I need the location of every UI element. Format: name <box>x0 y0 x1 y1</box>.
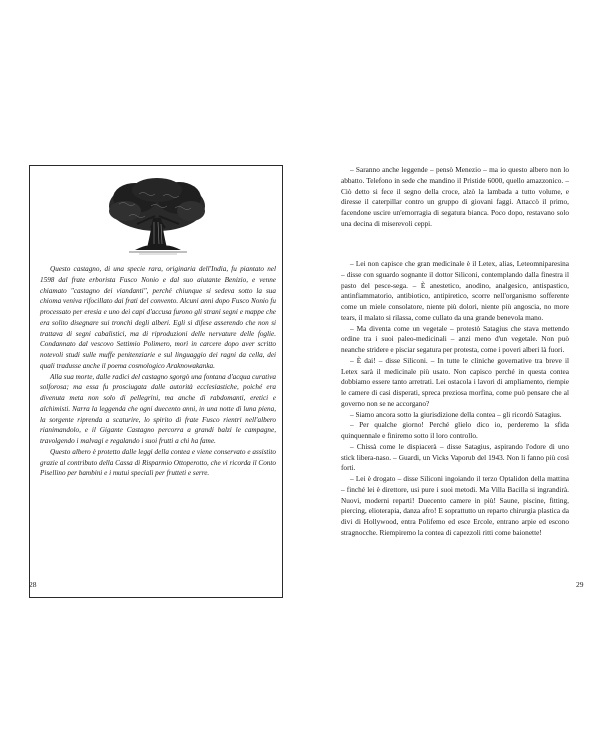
tree-caption <box>40 264 276 479</box>
body-paragraph: – Saranno anche leggende – pensò Menezio – ma io questo albero non lo abbatto. Telefono in sede che mandino il Pristide 6000, quello amazzonico. – Ciò detto si fece il segno della croce, alzò la lambada a tutto volume, e diresse il caterpillar contro un gruppo di giovani faggi. Attaccò il primo, facendone uscire un'emorragia di segatura bianca. Poco dopo, restavano solo una decina di miserevoli ceppi. <box>341 165 569 228</box>
body-paragraph: – È dai! – disse Siliconi. – In tutte le cliniche governative tra breve il Letex sarà il medicinale più usato. Non capisco perché in questa contea dobbiamo essere tanto arretrati. Lei ostacola i lavori di ampliamento, riempie le camere di casi disperati, spreca preziosa morfina, come può pensare che al governo non se ne accorgano? <box>341 355 569 408</box>
body-paragraph: – Chissà come le dispiacerà – disse Satagius, aspirando l'odore di uno stick libera-naso. – Guardi, un Vicks Vaporub del 1943. Non li fanno più così forti. <box>341 441 569 473</box>
body-paragraph: – Siamo ancora sotto la giurisdizione della contea – gli ricordò Satagius. <box>350 409 562 419</box>
text-section-siliconi <box>341 259 569 539</box>
right-page <box>300 0 600 750</box>
body-paragraph: – Ma diventa come un vegetale – protestò Satagius che stava mettendo ordine tra i suoi paleo-medicinali – anzi meno d'un vegetale. Non può neanche stridere e pisciar segatura per protesta, come i poveri alberi là fuori. <box>341 323 569 354</box>
caption-paragraph: Questo albero è protetto dalle leggi della contea e viene conservato e assistito grazie al contributo della Cassa di Risparmio Ottoperotto, che vi ricorda il Conto Pisellino per bambini e i mutui speciali per frutteti e serre. <box>40 447 276 478</box>
page-number-left: 28 <box>29 580 37 589</box>
caption-paragraph: Alla sua morte, dalle radici del castagno sgorgò una fontana d'acqua curativa solforosa; ma essa fu prosciugata dalle autorità ecclesiastiche, poiché era divenuta meta non solo di pellegrini, ma anche di rabdomanti, eretici e alchimisti. Narra la leggenda che ogni duecento anni, in una notte di luna piena, la sorgente riprenda a scaturire, lo spirito di frate Fusco rientri nell'albero rianimandolo, e il Gigante Castagno percorra a grandi balzi le campagne, travolgendo i malvagi e regalando i suoi frutti a chi ha fame. <box>40 372 276 445</box>
caption-paragraph: Questo castagno, di una specie rara, originaria dell'India, fu piantato nel 1598 dal frate erborista Fusco Nonio e dal suo aiutante Benizio, e venne chiamato "castagno dei viandanti", perché chiunque si sedeva sotto la sua chioma veniva rifocillato dai frati del convento. Alcuni anni dopo Fusco Nonio fu processato per eresia e uno dei capi d'accusa furono gli strani segni e mappe che era solito disegnare sui tronchi degli alberi. Egli si difese asserendo che non si trattava di segni cabalistici, ma di riproduzioni delle nervature delle foglie. Condannato dal vescovo Settimio Polimero, morì in carcere dopo aver scritto notevoli studi sulle muffe penitenziarie e sul linguaggio dei ragni da cella, dei quali tradusse anche il poema cosmologico Araknowakanka. <box>40 265 276 370</box>
body-paragraph: – Lei è drogato – disse Siliconi ingoiando il terzo Optalidon della mattina – finché lei è direttore, usi pure i suoi metodi. Ma Villa Bacilla si ingrandirà. Nuovi, moderni reparti! Duecento camere in più! Saune, piscine, fitting, piercing, elioterapia, danza afro! E soprattutto un reparto chirurgia plastica da divi di Hollywood, entra Polifemo ed esce Ercole, entrano arpie ed escono stragnocche. Riempiremo la contea di capezzoli ritti come baionette! <box>341 474 569 537</box>
body-paragraph: – Lei non capisce che gran medicinale è il Letex, alias, Leteomniparesina – disse con sguardo sognante il dottor Siliconi, contemplando dalla finestra il pasto del pesce-sega. – È anestetico, anodino, analgesico, antispastico, antinfiammatorio, antibiotico, antipiretico, scorre nell'organismo sofferente come un miele consolatore, niente più dolori, niente più angoscia, no more tears, il malato si rilassa, come cullato da una grande benevola mano. <box>341 259 569 322</box>
chestnut-tree-illustration <box>105 176 208 256</box>
illustration-box <box>29 165 283 598</box>
page-number-right: 29 <box>576 580 584 589</box>
body-paragraph: – Per qualche giorno! Perché glielo dico io, perderemo la sfida quinquennale e finiremo sotto il loro controllo. <box>341 420 569 440</box>
text-section-menezio <box>341 165 569 230</box>
